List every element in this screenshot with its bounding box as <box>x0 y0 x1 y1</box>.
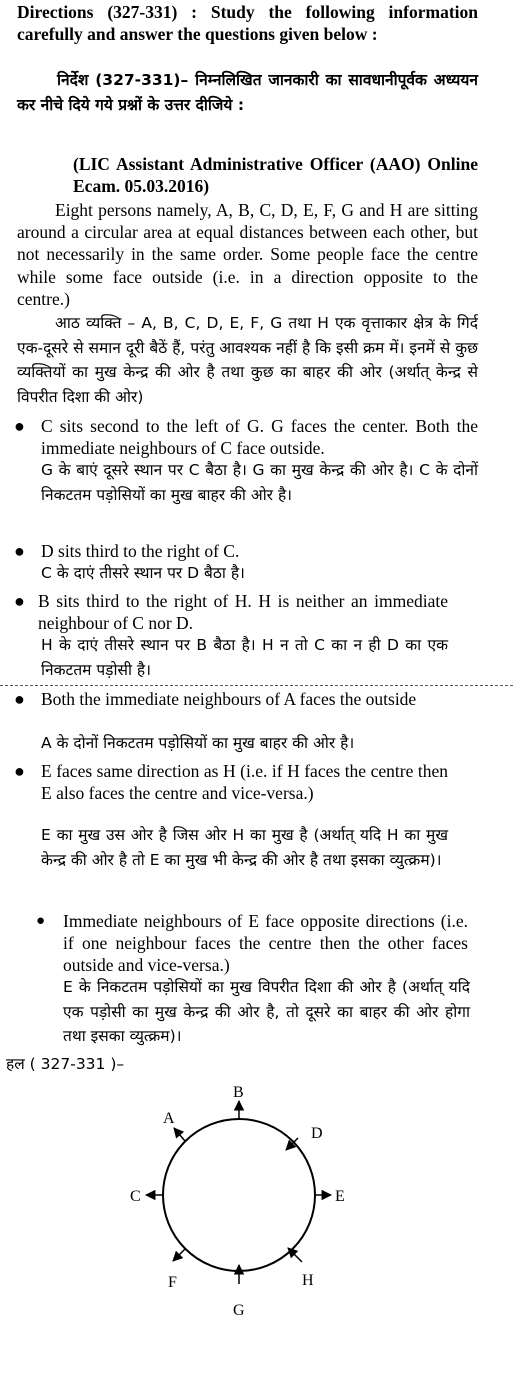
arrow-a <box>174 1128 185 1141</box>
statement-6-english: Immediate neighbours of E face opposite directions (i.e. if one neighbour faces the centre then the other faces outside and vice-versa.) <box>63 911 468 976</box>
statement-3-hindi: H के दाएं तीसरे स्थान पर B बैठा है। H न तो C का न ही D का एक निकटतम पड़ोसी है। <box>41 636 448 679</box>
arrow-f <box>173 1249 185 1261</box>
seating-circle <box>163 1119 315 1271</box>
label-e: E <box>335 1188 345 1205</box>
statement-6-hindi: E के निकटतम पड़ोसियों का मुख विपरीत दिशा की ओर है (अर्थात् यदि एक पड़ोसी का मुख केन्द्र की ओर है, तो दूसरे का बाहर की ओर होगा तथा इसका व्युत्क्रम)। <box>63 978 470 1045</box>
bullet-icon: ● <box>14 416 25 436</box>
intro-english: Eight persons namely, A, B, C, D, E, F, G and H are sitting around a circular area at equal distances between each other, but not necessarily in the same order. Some people face the centre while some face outside (i.e. in a direction opposite to the centre.) <box>17 200 478 309</box>
statement-3-english: B sits third to the right of H. H is neither an immediate neighbour of C nor D. <box>38 591 448 634</box>
label-d: D <box>311 1125 323 1142</box>
label-b: B <box>233 1084 244 1101</box>
arrow-h <box>288 1248 302 1262</box>
statement-5-hindi: E का मुख उस ओर है जिस ओर H का मुख है (अर्थात् यदि H का मुख केन्द्र की ओर है तो E का मुख भी केन्द्र की ओर है तथा इसका व्युत्क्रम)। <box>41 826 448 869</box>
statement-4-english: Both the immediate neighbours of A faces the outside <box>41 689 417 709</box>
bullet-icon: ● <box>14 541 25 561</box>
label-c: C <box>130 1188 141 1205</box>
intro-hindi: आठ व्यक्ति – A, B, C, D, E, F, G तथा H एक वृत्ताकार क्षेत्र के गिर्द एक-दूसरे से समान दूरी बैठें हैं, परंतु आवश्यक नहीं है कि इसी क्रम में। इनमें से कुछ व्यक्तियों का मुख केन्द्र की ओर है तथा कुछ का बाहर की ओर (अर्थात् केन्द्र से विपरीत दिशा की ओर) <box>17 314 478 406</box>
solution-heading: हल ( 327-331 )– <box>6 1055 125 1073</box>
bullet-icon: ● <box>14 689 25 709</box>
label-g: G <box>233 1302 245 1319</box>
label-f: F <box>168 1274 177 1291</box>
bullet-icon: ● <box>14 591 25 611</box>
statement-1-hindi: G के बाएं दूसरे स्थान पर C बैठा है। G का मुख केन्द्र की ओर है। C के दोनों निकटतम पड़ोसियों का मुख बाहर की ओर है। <box>41 461 478 504</box>
statement-4-hindi: A के दोनों निकटतम पड़ोसियों का मुख बाहर की ओर है। <box>41 734 355 752</box>
exam-source: (LIC Assistant Administrative Officer (AAO) Online Ecam. 05.03.2016) <box>73 154 478 197</box>
bullet-icon: ● <box>36 913 46 929</box>
directions-hindi: निर्देश (327-331)– निम्नलिखित जानकारी का सावधानीपूर्वक अध्ययन कर नीचे दिये गये प्रश्नों के उत्तर दीजिये : <box>17 71 478 114</box>
statement-1-english: C sits second to the left of G. G faces the center. Both the immediate neighbours of C face outside. <box>41 416 478 459</box>
bullet-icon: ● <box>14 761 25 781</box>
label-a: A <box>163 1110 175 1127</box>
statement-2-hindi: C के दाएं तीसरे स्थान पर D बैठा है। <box>41 564 245 582</box>
label-h: H <box>302 1272 314 1289</box>
directions-english: Directions (327-331) : Study the following information carefully and answer the questions given below : <box>17 2 478 45</box>
statement-2-english: D sits third to the right of C. <box>41 541 240 561</box>
statement-5-english: E faces same direction as H (i.e. if H faces the centre then E also faces the centre and vice-versa.) <box>41 761 448 804</box>
